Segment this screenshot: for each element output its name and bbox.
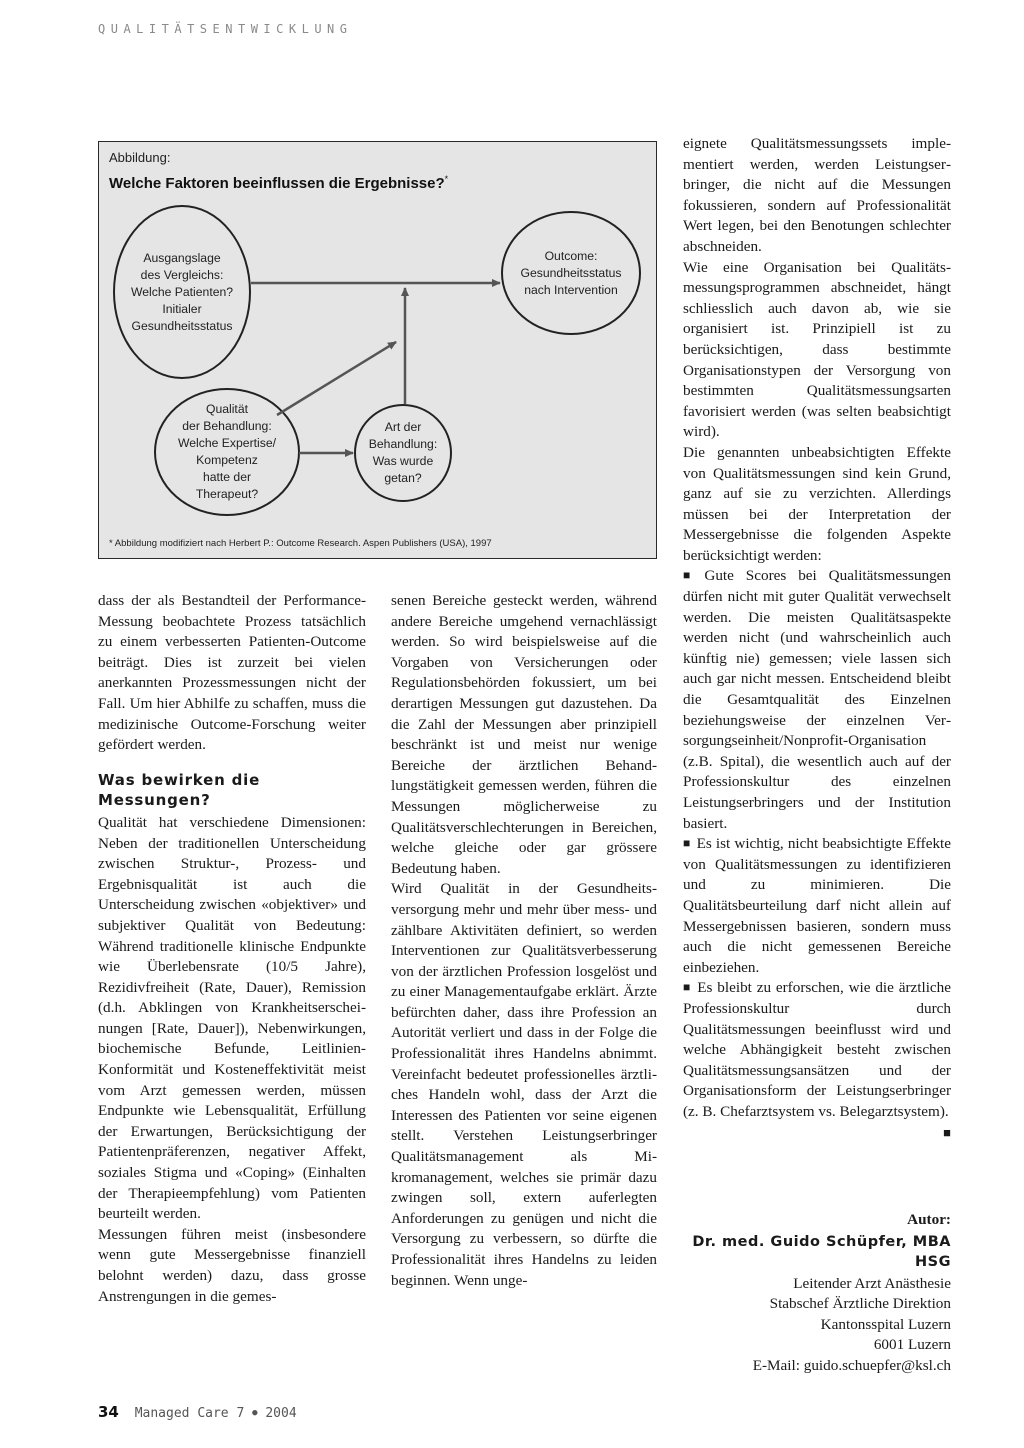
journal-name: Managed Care [134,1406,229,1421]
author-email[interactable]: E-Mail: guido.schuepfer@ksl.ch [752,1356,951,1374]
middle-column [391,591,657,1291]
author-name: Dr. med. Guido Schüpfer, MBA HSG [692,1233,951,1270]
bullet-item: ■ Gute Scores bei Qualitätsmessungen dürfen nicht mit guter Qualität verwechselt werden. Die meisten Qualitätsaspekte werden nicht (und wahrscheinlich auch künftig nie) gemessen; viele lassen sich auch gar nicht messen. Entscheidend bleibt die Gesamtqualität des Einzelnen beziehungsweise der einzelnen Versorgungseinheit/Nonprofit-Organisation (z.B. Spital), die wesentlich auch auf der Professionskultur des einzelnen Leistungserbringers und der Institution basiert. [683,566,951,834]
paragraph: Wie eine Organisation bei Qualitätsmessungsprogrammen abschneidet, hängt schliesslich auch davon ab, wie sie organisiert ist. Prinzipiell ist zu berücksichtigen, dass bestimmte Organisationstypen der Versorgung von bestimmten Qualitätsmessungsarten favorisiert werden (was selten beabsichtigt wird). [683,258,951,441]
running-head: QUALITÄTSENTWICKLUNG [98,22,353,36]
right-column [683,134,951,1143]
year: 2004 [265,1406,297,1421]
paragraph: dass der als Bestandteil der Performance-Messung beobachtete Prozess tatsächlich zu einem verbesserten Patienten-Outcome beiträgt. Dies ist zurzeit bei vielen anerkannten Prozessmessungen nicht der Fall. Um hier Abhilfe zu schaffen, muss die medizinische Outcome-Forschung weiter gefördert werden. [98,592,366,754]
paragraph: eignete Qualitätsmessungssets implementiert werden, werden Leistungserbringer, die nicht auf die Messungen fokussieren, sondern auf Professionalität Wert legen, bei den Benotungen schlechter abschneiden. [683,135,951,255]
issue-number: 7 [236,1406,245,1421]
page-footer [98,1403,297,1421]
bullet-text: ■ Es bleibt zu erforschen, wie die ärztliche Professionskultur durch Qualitätsmessungen beeinflusst wird und welche Abhängigkeit besteht zwischen Qualitätsmessungsansätzen und der Organisationsform der Leistungserbringer (z. B. Chefarztsystem vs. Belegarztsystem). [683,979,951,1120]
bullet-item: ■ Es ist wichtig, nicht beabsichtigte Effekte von Qualitätsmessungen zu identifizieren und zu minimieren. Die Qualitätsbeurteilung darf nicht allein auf Messergebnissen basieren, sondern muss auch die nicht gemessenen Bereiche einbeziehen. [683,834,951,978]
paragraph: Messungen führen meist (insbesondere wenn gute Messergebnisse finanziell belohnt werden) dazu, dass grosse Anstrengungen in die gemes- [98,1225,366,1305]
page-number: 34 [98,1403,119,1421]
figure-footnote: * Abbildung modifiziert nach Herbert P.: Outcome Research. Aspen Publishers (USA), 1997 [109,538,492,549]
node-type-text: Art der Behandlung: Was wurde getan? [368,420,438,485]
author-label: Autor: [907,1211,951,1228]
author-line: Leitender Arzt Anästhesie [793,1274,951,1292]
node-quality-text: Qualität der Behandlung: Welche Expertise/ Kompetenz hatte der Therapeut? [178,402,276,501]
author-line: Kantonsspital Luzern [820,1315,951,1333]
paragraph: senen Bereiche gesteckt werden, während andere Bereiche umgehend vernachlässigt werden. So wird beispielsweise auf die Vorgaben von Versicherungen oder Regulationsbehörden fokussiert, um bei derartigen Messungen gut dazustehen. Da die Zahl der Messungen aber prinzipiell beschränkt ist und meist nur wenige Bereiche der ärztlichen Behandlungstätigkeit gemessen werden, führen die Messungen möglicherweise zu Qualitätsverschlechterungen in Bereichen, welche gleiche oder gar grössere Bedeutung haben. [391,592,657,877]
paragraph: Wird Qualität in der Gesundheitsversorgung mehr und mehr über mess- und zählbare Aktivitäten definiert, so werden Interventionen zur Qualitätsverbesserung von der ärztlichen Profession losgelöst und zu einer Managementaufgabe erklärt. Ärzte befürchten daher, dass ihre Profession an Autorität verliert und dass in der Folge die Professionalität ihres Handelns abnimmt. Vereinfacht bedeutet professionelles ärztliches Handeln wohl, dass der Arzt die Interessen des Patienten vor seine eigenen stellt. Verstehen Leistungserbringer Qualitätsmanagement als Mikromanagement, welches sie primär dazu zwingen soll, extern auferlegten Anforderungen zu genügen und nicht die Versorgung zu verbessern, so dürfte die Professionalität ihres Handelns zu leiden beginnen. Wenn unge- [391,880,657,1289]
figure-box [98,141,657,559]
figure-label: Abbildung: [109,150,171,165]
end-mark: ■ [943,1124,951,1140]
author-block [660,1210,951,1376]
node-baseline-text: Ausgangslage des Vergleichs: Welche Patienten? Initialer Gesundheitsstatus [130,250,234,333]
bullet-item-last [683,978,951,1140]
separator-dot-icon: ● [252,1408,258,1418]
figure-title: Welche Faktoren beeinflussen die Ergebnisse?* [109,174,449,192]
paragraph: Qualität hat verschiedene Dimensionen: Neben der traditionellen Unterscheidung zwischen Struktur-, Prozess- und Ergebnisqualität ist auch die Unterscheidung zwischen «objektiver» und subjektiver Qualität von Bedeutung: Während traditionelle klinische Endpunkte wie Überlebensrate (10/5 Jahre), Rezidivfreiheit (Rate, Dauer), Remission (d.h. Abklingen von Krankheitserscheinungen [Rate, Dauer]), Nebenwirkungen, biochemische Befunde, Leitlinien-Konformität und Kosteneffektivität meist vom Arzt gemessen werden, müssen Endpunkte wie Lebensqualität, Erfüllung der Erwartungen, Berücksichtigung der Patientenpräferenzen, negativer Affekt, soziales Stigma und «Coping» (Einhalten der Therapieempfehlung) vom Patienten beurteilt werden. [98,813,366,1223]
left-column [98,591,366,1307]
author-line: 6001 Luzern [873,1336,951,1353]
author-line: Stabschef Ärztliche Direktion [769,1295,951,1312]
section-heading: Was bewirken die Messungen? [98,770,261,810]
paragraph: Die genannten unbeabsichtigten Effekte von Qualitätsmessungen sind kein Grund, ganz auf sie zu verzichten. Allerdings müssen bei der Interpretation der Messergebnisse die folgenden Aspekte berücksichtigt werden: [683,443,951,564]
node-outcome-text: Outcome: Gesundheitsstatus nach Intervention [520,248,622,297]
